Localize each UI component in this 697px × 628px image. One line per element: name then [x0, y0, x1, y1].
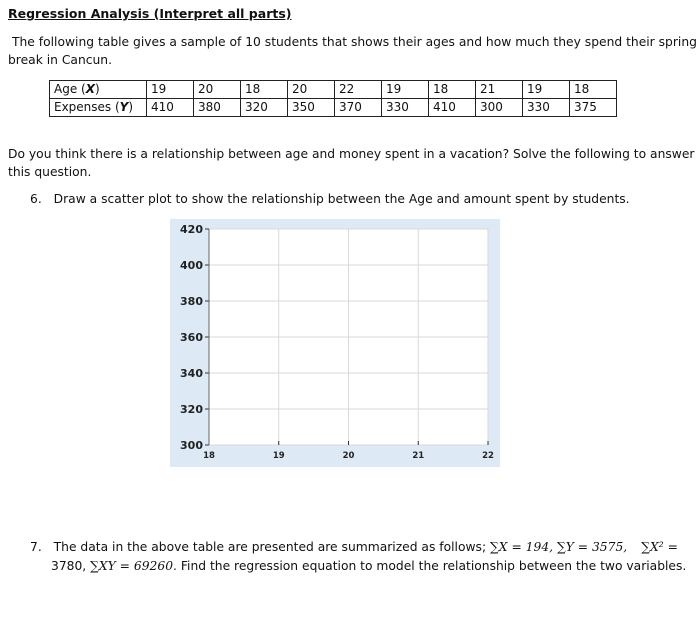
table-row-age: [50, 81, 617, 99]
sum-y: ∑Y = 3575,: [556, 540, 628, 554]
table-cell: 18: [570, 81, 617, 99]
x-tick-label: 21: [412, 451, 425, 461]
table-cell: 320: [241, 99, 288, 117]
row-label-close: ): [94, 82, 100, 96]
intro-paragraph: [8, 33, 697, 69]
question-6-text: Draw a scatter plot to show the relationship between the Age and amount spent by students.: [53, 192, 630, 206]
x-tick-label: 20: [342, 451, 355, 461]
table-cell: 370: [335, 99, 382, 117]
row-label-var: X: [85, 82, 95, 96]
x-tick-label: 19: [272, 451, 285, 461]
question-6: [30, 192, 630, 206]
scatter-plot-panel: [170, 219, 500, 467]
y-tick-label: 400: [180, 259, 203, 272]
table-cell: 18: [429, 81, 476, 99]
row-label-text: Expenses (: [54, 100, 120, 114]
table-cell: 19: [523, 81, 570, 99]
question-7-line-2: [30, 557, 686, 576]
table-cell: 18: [241, 81, 288, 99]
table-cell: 410: [147, 99, 194, 117]
table-cell: 330: [523, 99, 570, 117]
question-intro-line-1: Do you think there is a relationship between age and money spent in a vacation? Solve the following to answer: [8, 147, 695, 161]
y-tick-label: 340: [180, 367, 203, 380]
y-tick-label: 320: [180, 403, 203, 416]
table-cell: 19: [147, 81, 194, 99]
row-label-var: Y: [119, 100, 129, 114]
row-label-expenses: [50, 99, 147, 117]
row-label-close: ): [128, 100, 134, 114]
question-7: [30, 538, 686, 576]
y-tick-label: 360: [180, 331, 203, 344]
row-label-age: [50, 81, 147, 99]
question-7-text-end: Find the regression equation to model the relationship between the two variables.: [176, 559, 687, 573]
scatter-plot: [170, 219, 500, 467]
table-cell: 21: [476, 81, 523, 99]
table-cell: 330: [382, 99, 429, 117]
table-cell: 20: [288, 81, 335, 99]
table-cell: 375: [570, 99, 617, 117]
page-heading: Regression Analysis (Interpret all parts): [8, 6, 292, 21]
intro-line-1: The following table gives a sample of 10 students that shows their ages and how much they spend their spring: [12, 35, 697, 49]
question-7-number: 7.: [30, 540, 42, 554]
question-intro: [8, 145, 694, 181]
table-cell: 350: [288, 99, 335, 117]
table-cell: 300: [476, 99, 523, 117]
question-6-number: 6.: [30, 192, 42, 206]
x-tick-label: 18: [203, 451, 215, 461]
question-7-line-1: [30, 538, 686, 557]
sum-x: ∑X = 194,: [490, 540, 557, 554]
table-cell: 19: [382, 81, 429, 99]
question-intro-line-2: this question.: [8, 165, 92, 179]
table-row-expenses: [50, 99, 617, 117]
table-cell: 410: [429, 99, 476, 117]
sum-x-squared: ∑X² =: [641, 540, 678, 554]
table-cell: 20: [194, 81, 241, 99]
intro-line-2: break in Cancun.: [8, 53, 113, 67]
data-table: [49, 80, 617, 117]
sum-xy: ∑XY = 69260.: [90, 559, 177, 573]
y-tick-label: 380: [180, 295, 203, 308]
row-label-text: Age (: [54, 82, 86, 96]
table-cell: 22: [335, 81, 382, 99]
y-tick-label: 300: [180, 439, 203, 452]
question-7-text-cont: 3780,: [51, 559, 91, 573]
table-cell: 380: [194, 99, 241, 117]
x-tick-label: 22: [482, 451, 494, 461]
question-7-text: The data in the above table are presented are summarized as follows;: [53, 540, 491, 554]
y-tick-label: 420: [180, 223, 203, 236]
